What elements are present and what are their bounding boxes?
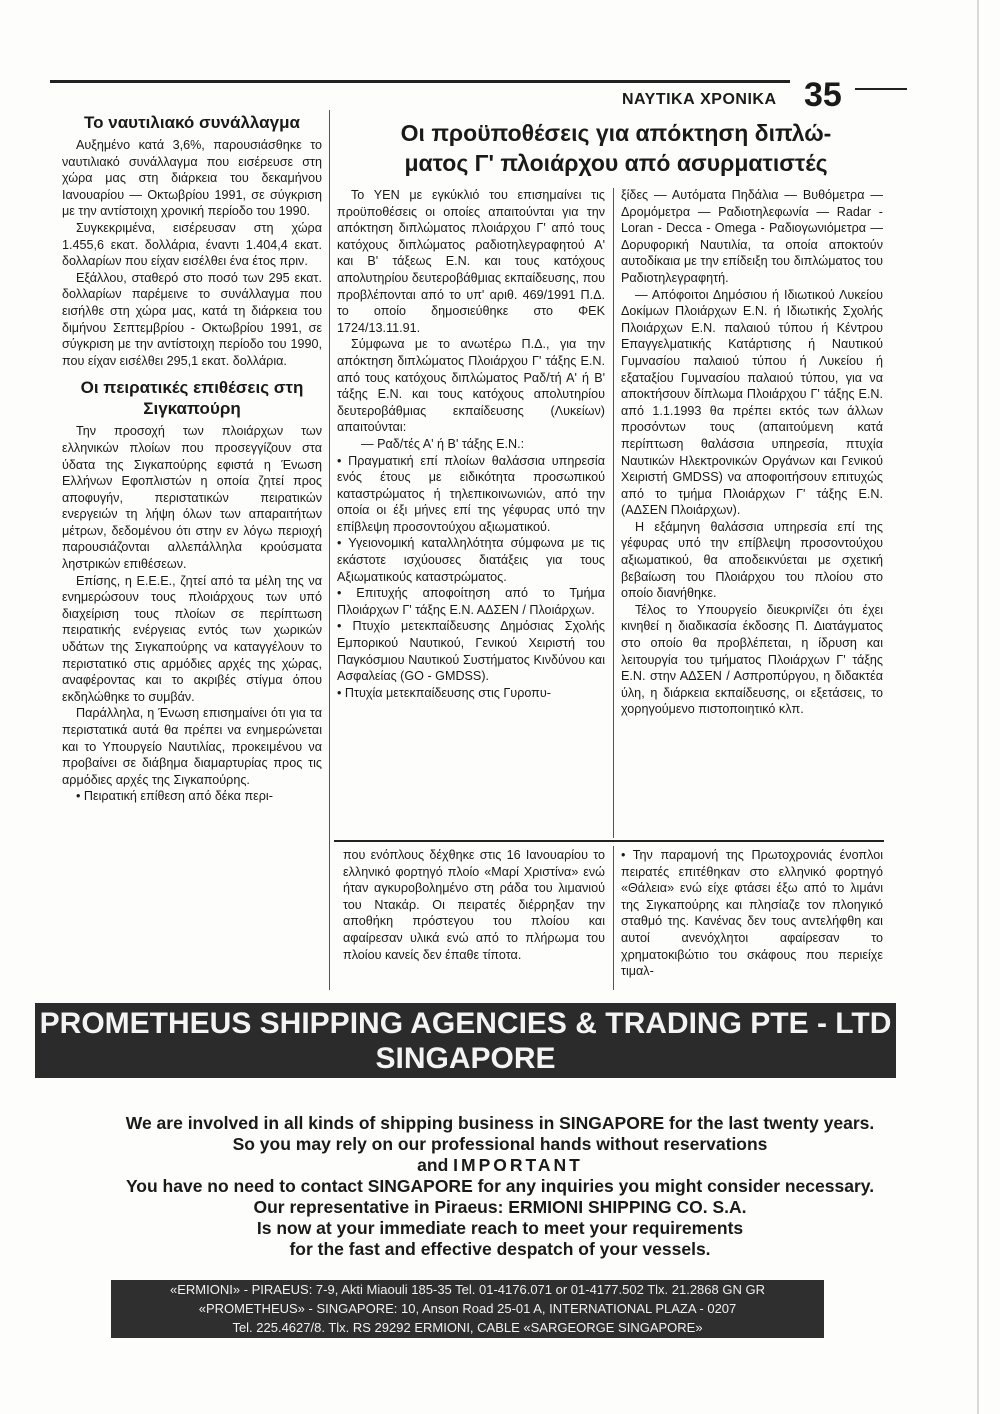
- ad-line: So you may rely on our professional hands without reservations: [232, 1134, 768, 1154]
- article-title: [336, 118, 896, 178]
- ad-body: [40, 1113, 960, 1260]
- page-edge-divider: [977, 0, 979, 1414]
- paragraph: ξίδες — Αυτόματα Πηδάλια — Βυθόμετρα — Δρομόμετρα — Ραδιοτηλεφωνία — Radar - Loran - Decca - Omega - Ραδιογωνιόμετρα — Δορυφορική Ναυτιλία, τα οποία αποκτούν αυτοδίκαια με την επίδειξη του διπλώματος του Ραδιοτηλεγραφητή.: [621, 188, 883, 285]
- paragraph: • Πειρατική επίθεση από δέκα περι-: [76, 789, 273, 804]
- paragraph: — Απόφοιτοι Δημόσιου ή Ιδιωτικού Λυκείου Δοκίμων Πλοιάρχων Ε.Ν. ή Ιδιωτικής Σχολής Πλοιάρχων Ε.Ν. παλαιού τύπου ή Κέντρου Επαγγελματικής Κατάρτισης ή Ναυτικού Γυμνασίου παλαιού τύπου ή Λυκείου ή εξαταξίου Γυμνασίου παλαιού τύπου, για να αποκτήσουν δίπλωμα Πλοιάρχου Γ' τάξης Ε.Ν. από 1.1.1993 θα πρέπει εκτός των άλλων προσόντων τους (απαιτούμενη κατά περίπτωση θαλάσσια υπηρεσία, πτυχία Ναυτικών Ηλεκτρονικών Οργάνων και Γενικού Χειριστή GMDSS) να αποφοιτήσουν επιτυχώς από το τμήμα Πλοιάρχων Γ' τάξης Ε.Ν. (ΑΔΣΕΝ Πλοιάρχων).: [621, 287, 883, 518]
- ad-line: Our representative in Piraeus: ERMIONI SHIPPING CO. S.A.: [253, 1197, 747, 1217]
- contact-line-telex: Tel. 225.4627/8. Tlx. RS 29292 ERMIONI, CABLE «SARGEORGE SINGAPORE»: [232, 1320, 703, 1335]
- column-left: [62, 112, 322, 805]
- ad-important: IMPORTANT: [453, 1155, 583, 1175]
- ad-contact-box: [111, 1280, 824, 1338]
- ad-line: Is now at your immediate reach to meet your requirements: [256, 1218, 744, 1238]
- article-title-line1: Οι προϋποθέσεις για απόκτηση διπλώ-: [400, 120, 832, 146]
- paragraph: Η εξάμηνη θαλάσσια υπηρεσία επί της γέφυρας υπό την επίβλεψη προσοντούχου αξιωματικού, θα αποδεικνύεται με σχετική βεβαίωση του Πλοιάρχου του πλοίου στο οποίο διανήθηκε.: [621, 519, 883, 601]
- column-divider: [613, 846, 614, 990]
- ad-line: for the fast and effective despatch of your vessels.: [289, 1239, 711, 1259]
- bullet-item: • Επιτυχής αποφοίτηση από το Τμήμα Πλοιάρχων Γ' τάξης Ε.Ν. ΑΔΣΕΝ / Πλοιάρχων.: [337, 586, 605, 617]
- ad-line: [40, 1155, 960, 1176]
- bullet-item: • Υγειονομική καταλληλότητα σύμφωνα με τις εκάστοτε ισχύουσες διατάξεις για τους Αξιωματικούς καταστρώματος.: [337, 536, 605, 584]
- ad-banner-city: SINGAPORE: [375, 1042, 556, 1075]
- bullet-item: • Πτυχίο μετεκπαίδευσης Δημόσιας Σχολής Εμπορικού Ναυτικού, Γενικού Χειριστή του Παγκόσμιου Ναυτικού Συστήματος Κινδύνου και Ασφαλείας (GO - GMDSS).: [337, 619, 605, 684]
- paragraph: Εξάλλου, σταθερό στο ποσό των 295 εκατ. δολλαρίων παρέμεινε το συνάλλαγμα που εισήλθε στη χώρα μας, κατά τη διάρκεια του διμήνου Σεπτεμβρίου - Οκτωβρίου 1991, σε σύγκριση με την αντίστοιχη περίοδο του 1990, που είχαν εισέλθει 295,1 εκατ. δολλάρια.: [62, 270, 322, 368]
- contact-line-singapore: «PROMETHEUS» - SINGAPORE: 10, Anson Road 25-01 A, INTERNATIONAL PLAZA - 0207: [198, 1301, 737, 1316]
- page-number: 35: [804, 76, 842, 114]
- paragraph: Σύμφωνα με το ανωτέρω Π.Δ., για την απόκτηση διπλώματος Πλοιάρχου Γ' τάξης Ε.Ν. από τους κατόχους διπλώματος Ραδ/τή Α' ή Β' τάξης Ε.Ν. και τους κατόχους απολυτηρίου δευτεροβάθμιας εκπαίδευσης (Λυκείων) απαιτούνται:: [337, 337, 605, 435]
- ad-line-and: and: [417, 1155, 454, 1175]
- running-head: ΝΑΥΤΙΚΑ ΧΡΟΝΙΚΑ: [622, 91, 777, 108]
- paragraph: που ενόπλους δέχθηκε στις 16 Ιανουαρίου το ελληνικό φορτηγό πλοίο «Μαρί Χριστίνα» ενώ ήταν αγκυροβολημένο στη ράδα του λιμανιού του Ντακάρ. Οι πειρατές διέρρηξαν την αποθήκη πρόστεγου του πλοίου και αφαίρεσαν υλικά ενώ από το πλήρωμα του πλοίου κανείς δεν έπαθε τίποτα.: [343, 848, 605, 962]
- ad-banner-company: PROMETHEUS SHIPPING AGENCIES & TRADING PTE - LTD: [39, 1007, 892, 1040]
- ad-banner: [35, 1003, 896, 1078]
- paragraph: Το ΥΕΝ με εγκύκλιό του επισημαίνει τις προϋποθέσεις οι οποίες απαιτούνται για την απόκτηση διπλώματος πλοιάρχου Γ' από τους κατόχους διπλώματος ραδιοτηλεγραφητού Α' και Β' τάξεως Ε.Ν. και τους κατόχους απολυτηρίου δευτεροβάθμιας εκπαίδευσης, που προβλέπονται από το υπ' αριθ. 469/1991 Π.Δ. το οποίο δημοσιεύθηκε στο ΦΕΚ 1724/13.11.91.: [337, 188, 605, 335]
- column-middle: [337, 187, 605, 701]
- header-rule: [50, 80, 790, 83]
- paragraph: Την προσοχή των πλοιάρχων των ελληνικών πλοίων που προσεγγίζουν στα ύδατα της Σιγκαπούρης εφιστά η Ένωση Ελλήνων Εφοπλιστών η οποία ζητεί προς αποφυγήν, περιστατικών πειρατικών ενεργειών τη λήψη όλων των απαραιτήτων μέτρων, δεδομένου ότι στην εν λόγω περιοχή παρουσιάζονται αλλεπάλληλα κρούσματα ληστρικών επιθέσεων.: [62, 424, 322, 572]
- column-right: [621, 187, 883, 718]
- ad-line: You have no need to contact SINGAPORE for any inquiries you might consider necessary.: [125, 1176, 875, 1196]
- paragraph: Επίσης, η Ε.Ε.Ε., ζητεί από τα μέλη της να ενημερώσουν τους πλοιάρχους των υπό διαχείριση τους πλοίων σε περίπτωση πειρατικής ενέργειας εντός των χωρικών υδάτων της Σιγκαπούρης να καταγγέλουν το περιστατικό στις αρμόδιες αρχές της χώρας, αναφέροντας και το ακριβές στίγμα όπου εκδηλώθηκε το συμβάν.: [62, 573, 322, 704]
- column-right-continuation: [621, 847, 883, 980]
- paragraph: Τέλος το Υπουργείο διευκρινίζει ότι έχει κινηθεί η διαδικασία έκδοσης Π. Διατάγματος στο οποίο θα προβλέπεται, η ίδρυση και λειτουργία του τμήματος Πλοιάρχων Γ' τάξης Ε.Ν. στην ΑΔΣΕΝ / Ασπροπύργου, η διδακτέα ύλη, η διάρκεια εκπαίδευσης, οι εξετάσεις, το χορηγούμενο πιστοποιητικό κλπ.: [621, 602, 883, 717]
- paragraph: — Ραδ/τές Α' ή Β' τάξης Ε.Ν.:: [361, 436, 525, 451]
- column-middle-continuation: [343, 847, 605, 963]
- header-rule-right: [855, 88, 907, 90]
- paragraph: Παράλληλα, η Ένωση επισημαίνει ότι για τα περιστατικά αυτά θα πρέπει να ενημερώνεται και το Υπουργείο Ναυτιλίας, προκειμένου να προβαίνει σε διάβημα διαμαρτυρίας προς τις αρμόδιες αρχές της Σιγκαπούρης.: [62, 706, 322, 787]
- paragraph: • Την παραμονή της Πρωτοχρονιάς ένοπλοι πειρατές επιτέθηκαν στο ελληνικό φορτηγό «Θάλεια» ενώ είχε φτάσει έξω από το λιμάνι της Σιγκαπούρης και πλησίαζε τον πλοηγικό σταθμό της. Κανένας δεν τους αντελήφθη και αυτοί ανενόχλητοι αφαίρεσαν το χρηματοκιβώτιο του σκάφους που περιείχε τιμαλ-: [621, 848, 883, 979]
- contact-line-piraeus: «ERMIONI» - PIRAEUS: 7-9, Akti Miaouli 185-35 Tel. 01-4176.071 or 01-4177.502 Tlx. 21.2868 GN GR: [170, 1282, 765, 1297]
- bullet-item: • Πτυχία μετεκπαίδευσης στις Γυροπυ-: [337, 685, 551, 700]
- column-divider: [329, 110, 330, 990]
- heading-piracy: Οι πειρατικές επιθέσεις στη Σιγκαπούρη: [80, 378, 304, 419]
- column-divider: [613, 188, 614, 838]
- paragraph: Συγκεκριμένα, εισέρευσαν στη χώρα 1.455,6 εκατ. δολλάρια, έναντι 1.404,4 εκατ. δολλαρίων που είχαν εισέλθει ένα έτος πριν.: [62, 220, 322, 269]
- section-rule: [334, 840, 884, 842]
- heading-currency: Το ναυτιλιακό συνάλλαγμα: [84, 113, 300, 132]
- article-title-line2: ματος Γ' πλοιάρχου από ασυρματιστές: [404, 150, 828, 176]
- bullet-item: • Πραγματική επί πλοίων θαλάσσια υπηρεσία ενός έτους με ειδικότητα προσωπικού καταστρώματος ή τηλεπικοινωνιών, από την οποία οι έξι μήνες επί της γέφυρας υπό την επίβλεψη προσοντούχου αξιωματικού.: [337, 453, 605, 534]
- ad-line: We are involved in all kinds of shipping business in SINGAPORE for the last twenty years.: [125, 1113, 875, 1133]
- paragraph: Αυξημένο κατά 3,6%, παρουσιάσθηκε το ναυτιλιακό συνάλλαγμα που εισέρευσε στη χώρα μας στη διάρκεια του δεκαμήνου Ιανουαρίου — Οκτωβρίου 1991, σε σύγκριση με την αντίστοιχη χρονική περίοδο του 1990.: [62, 138, 322, 219]
